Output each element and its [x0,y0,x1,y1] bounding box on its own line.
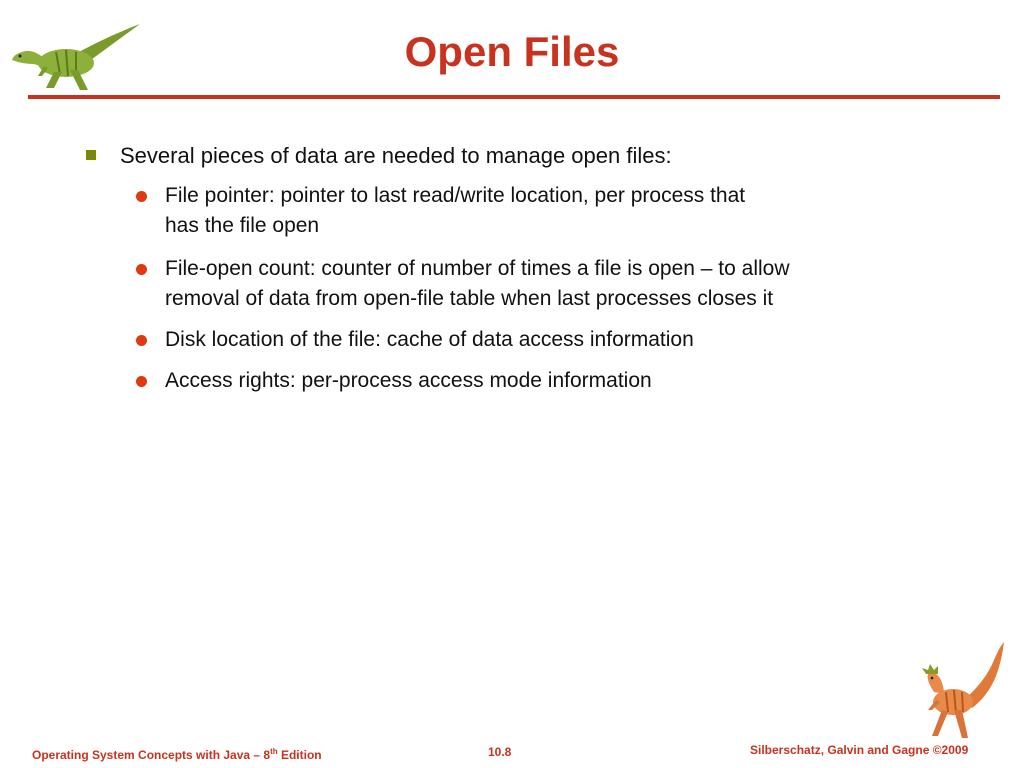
orange-dinosaur-icon [908,640,1008,745]
round-bullet-icon [136,376,147,387]
sub-bullet-file-pointer [165,181,945,241]
sub-bullet-access-rights [165,366,945,396]
bullet-main: Several pieces of data are needed to manage open files: [120,143,672,168]
square-bullet-icon [86,150,96,160]
sub-bullet-line: has the file open [165,214,320,237]
sub-bullet-line: File-open count: counter of number of times a file is open – to allow [165,257,790,280]
sub-bullet-line: Access rights: per-process access mode information [165,369,652,392]
title-divider [28,95,1000,99]
round-bullet-icon [136,335,147,346]
footer-edition-text: Edition [277,748,322,762]
footer-book-title [32,747,322,762]
slide-title: Open Files [404,28,620,75]
sub-bullet-line: File pointer: pointer to last read/write location, per process that [165,184,746,207]
round-bullet-icon [136,264,147,275]
sub-bullet-line: Disk location of the file: cache of data access information [165,328,694,351]
sub-bullet-disk-location [165,325,945,355]
footer-book-title-text: Operating System Concepts with Java – 8 [32,748,271,762]
sub-bullet-line: removal of data from open-file table when last processes closes it [165,287,774,310]
footer-page-number: 10.8 [488,745,512,759]
footer-edition-superscript: th [270,747,278,756]
footer-copyright: Silberschatz, Galvin and Gagne ©2009 [750,743,969,757]
round-bullet-icon [136,191,147,202]
sub-bullet-open-count [165,254,945,314]
